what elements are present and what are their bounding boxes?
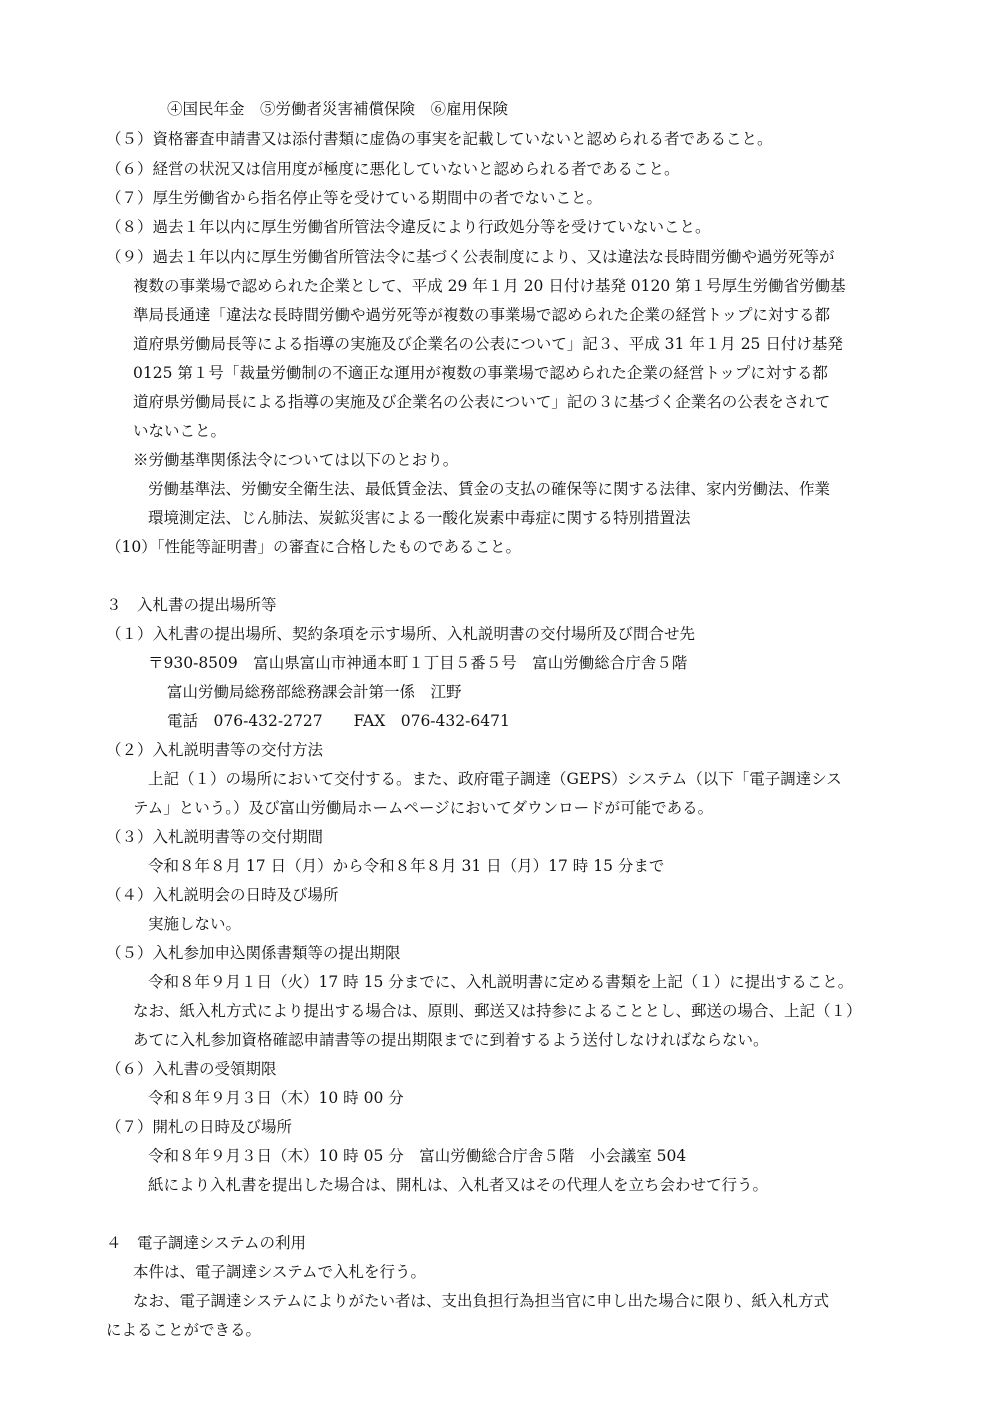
distribution-period-line: 令和８年８月 17 日（月）から令和８年８月 31 日（月）17 時 15 分まで	[148, 857, 665, 875]
submission-deadline-line-2: なお、紙入札方式により提出する場合は、原則、郵送又は持参によることとし、郵送の場合、上記（１）	[133, 1002, 862, 1020]
section-3-item-2-heading: （２）入札説明書等の交付方法	[106, 741, 324, 759]
item-7-line: （７）厚生労働省から指名停止等を受けている期間中の者でないこと。	[106, 189, 603, 207]
labor-laws-note: ※労働基準関係法令については以下のとおり。	[133, 451, 459, 469]
section-3-item-1-heading: （１）入札書の提出場所、契約条項を示す場所、入札説明書の交付場所及び問合せ先	[106, 625, 696, 643]
section-3-heading: ３ 入札書の提出場所等	[106, 596, 277, 614]
submission-deadline-line-1: 令和８年９月１日（火）17 時 15 分までに、入札説明書に定める書類を上記（１）に提出すること。	[148, 973, 854, 991]
phone-fax-line: 電話 076-432-2727 FAX 076-432-6471	[167, 712, 510, 730]
submission-deadline-line-3: あてに入札参加資格確認申請書等の提出期限までに到着するよう送付しなければならない。	[133, 1031, 769, 1049]
section-3-item-6-heading: （６）入札書の受領期限	[106, 1060, 277, 1078]
address-line: 〒930-8509 富山県富山市神通本町１丁目５番５号 富山労働総合庁舎５階	[148, 654, 688, 672]
section-4-line-1: 本件は、電子調達システムで入札を行う。	[133, 1263, 426, 1281]
item-9-line-5: 0125 第１号「裁量労働制の不適正な運用が複数の事業場で認められた企業の経営トップに対する都	[133, 364, 828, 382]
section-3-item-5-heading: （５）入札参加申込関係書類等の提出期限	[106, 944, 401, 962]
briefing-not-held-line: 実施しない。	[148, 915, 242, 933]
distribution-method-line-1: 上記（１）の場所において交付する。また、政府電子調達（GEPS）システム（以下「電子調達シス	[148, 770, 842, 788]
section-4-heading: ４ 電子調達システムの利用	[106, 1234, 306, 1252]
section-4-line-2: なお、電子調達システムによりがたい者は、支出負担行為担当官に申し出た場合に限り、紙入札方式	[133, 1292, 829, 1310]
distribution-method-line-2: テム」という。）及び富山労働局ホームページにおいてダウンロードが可能である。	[133, 799, 714, 817]
section-3-item-3-heading: （３）入札説明書等の交付期間	[106, 828, 324, 846]
bid-receipt-deadline-line: 令和８年９月３日（木）10 時 00 分	[148, 1089, 404, 1107]
item-9-line-7: いないこと。	[133, 422, 227, 440]
item-5-line: （５）資格審査申請書又は添付書類に虚偽の事実を記載していないと認められる者であること。	[106, 130, 773, 148]
item-6-line: （６）経営の状況又は信用度が極度に悪化していないと認められる者であること。	[106, 160, 680, 178]
item-9-line-2: 複数の事業場で認められた企業として、平成 29 年１月 20 日付け基発 0120 第１号厚生労働省労働基	[133, 277, 846, 295]
section-4-line-3: によることができる。	[106, 1321, 262, 1339]
section-3-item-7-heading: （７）開札の日時及び場所	[106, 1118, 293, 1136]
labor-laws-list-line-1: 労働基準法、労働安全衛生法、最低賃金法、賃金の支払の確保等に関する法律、家内労働法、作業	[148, 480, 831, 498]
bid-opening-note-line: 紙により入札書を提出した場合は、開札は、入札者又はその代理人を立ち会わせて行う。	[148, 1176, 769, 1194]
labor-laws-list-line-2: 環境測定法、じん肺法、炭鉱災害による一酸化炭素中毒症に関する特別措置法	[148, 509, 691, 527]
contact-office-line: 富山労働局総務部総務課会計第一係 江野	[167, 683, 462, 701]
item-10-line: （10）「性能等証明書」の審査に合格したものであること。	[106, 538, 521, 556]
section-3-item-4-heading: （４）入札説明会の日時及び場所	[106, 886, 339, 904]
insurance-list-line: ④国民年金 ⑤労働者災害補償保険 ⑥雇用保険	[167, 100, 509, 118]
item-8-line: （８）過去１年以内に厚生労働省所管法令違反により行政処分等を受けていないこと。	[106, 218, 711, 236]
item-9-line-1: （９）過去１年以内に厚生労働省所管法令に基づく公表制度により、又は違法な長時間労働や過労死等が	[106, 248, 835, 266]
item-9-line-6: 道府県労働局長による指導の実施及び企業名の公表について」記の３に基づく企業名の公表をされて	[133, 393, 831, 411]
item-9-line-4: 道府県労働局長等による指導の実施及び企業名の公表について」記３、平成 31 年１月 25 日付け基発	[133, 335, 843, 353]
item-9-line-3: 準局長通達「違法な長時間労働や過労死等が複数の事業場で認められた企業の経営トップに対する都	[133, 306, 831, 324]
bid-opening-datetime-line: 令和８年９月３日（木）10 時 05 分 富山労働総合庁舎５階 小会議室 504	[148, 1147, 687, 1165]
